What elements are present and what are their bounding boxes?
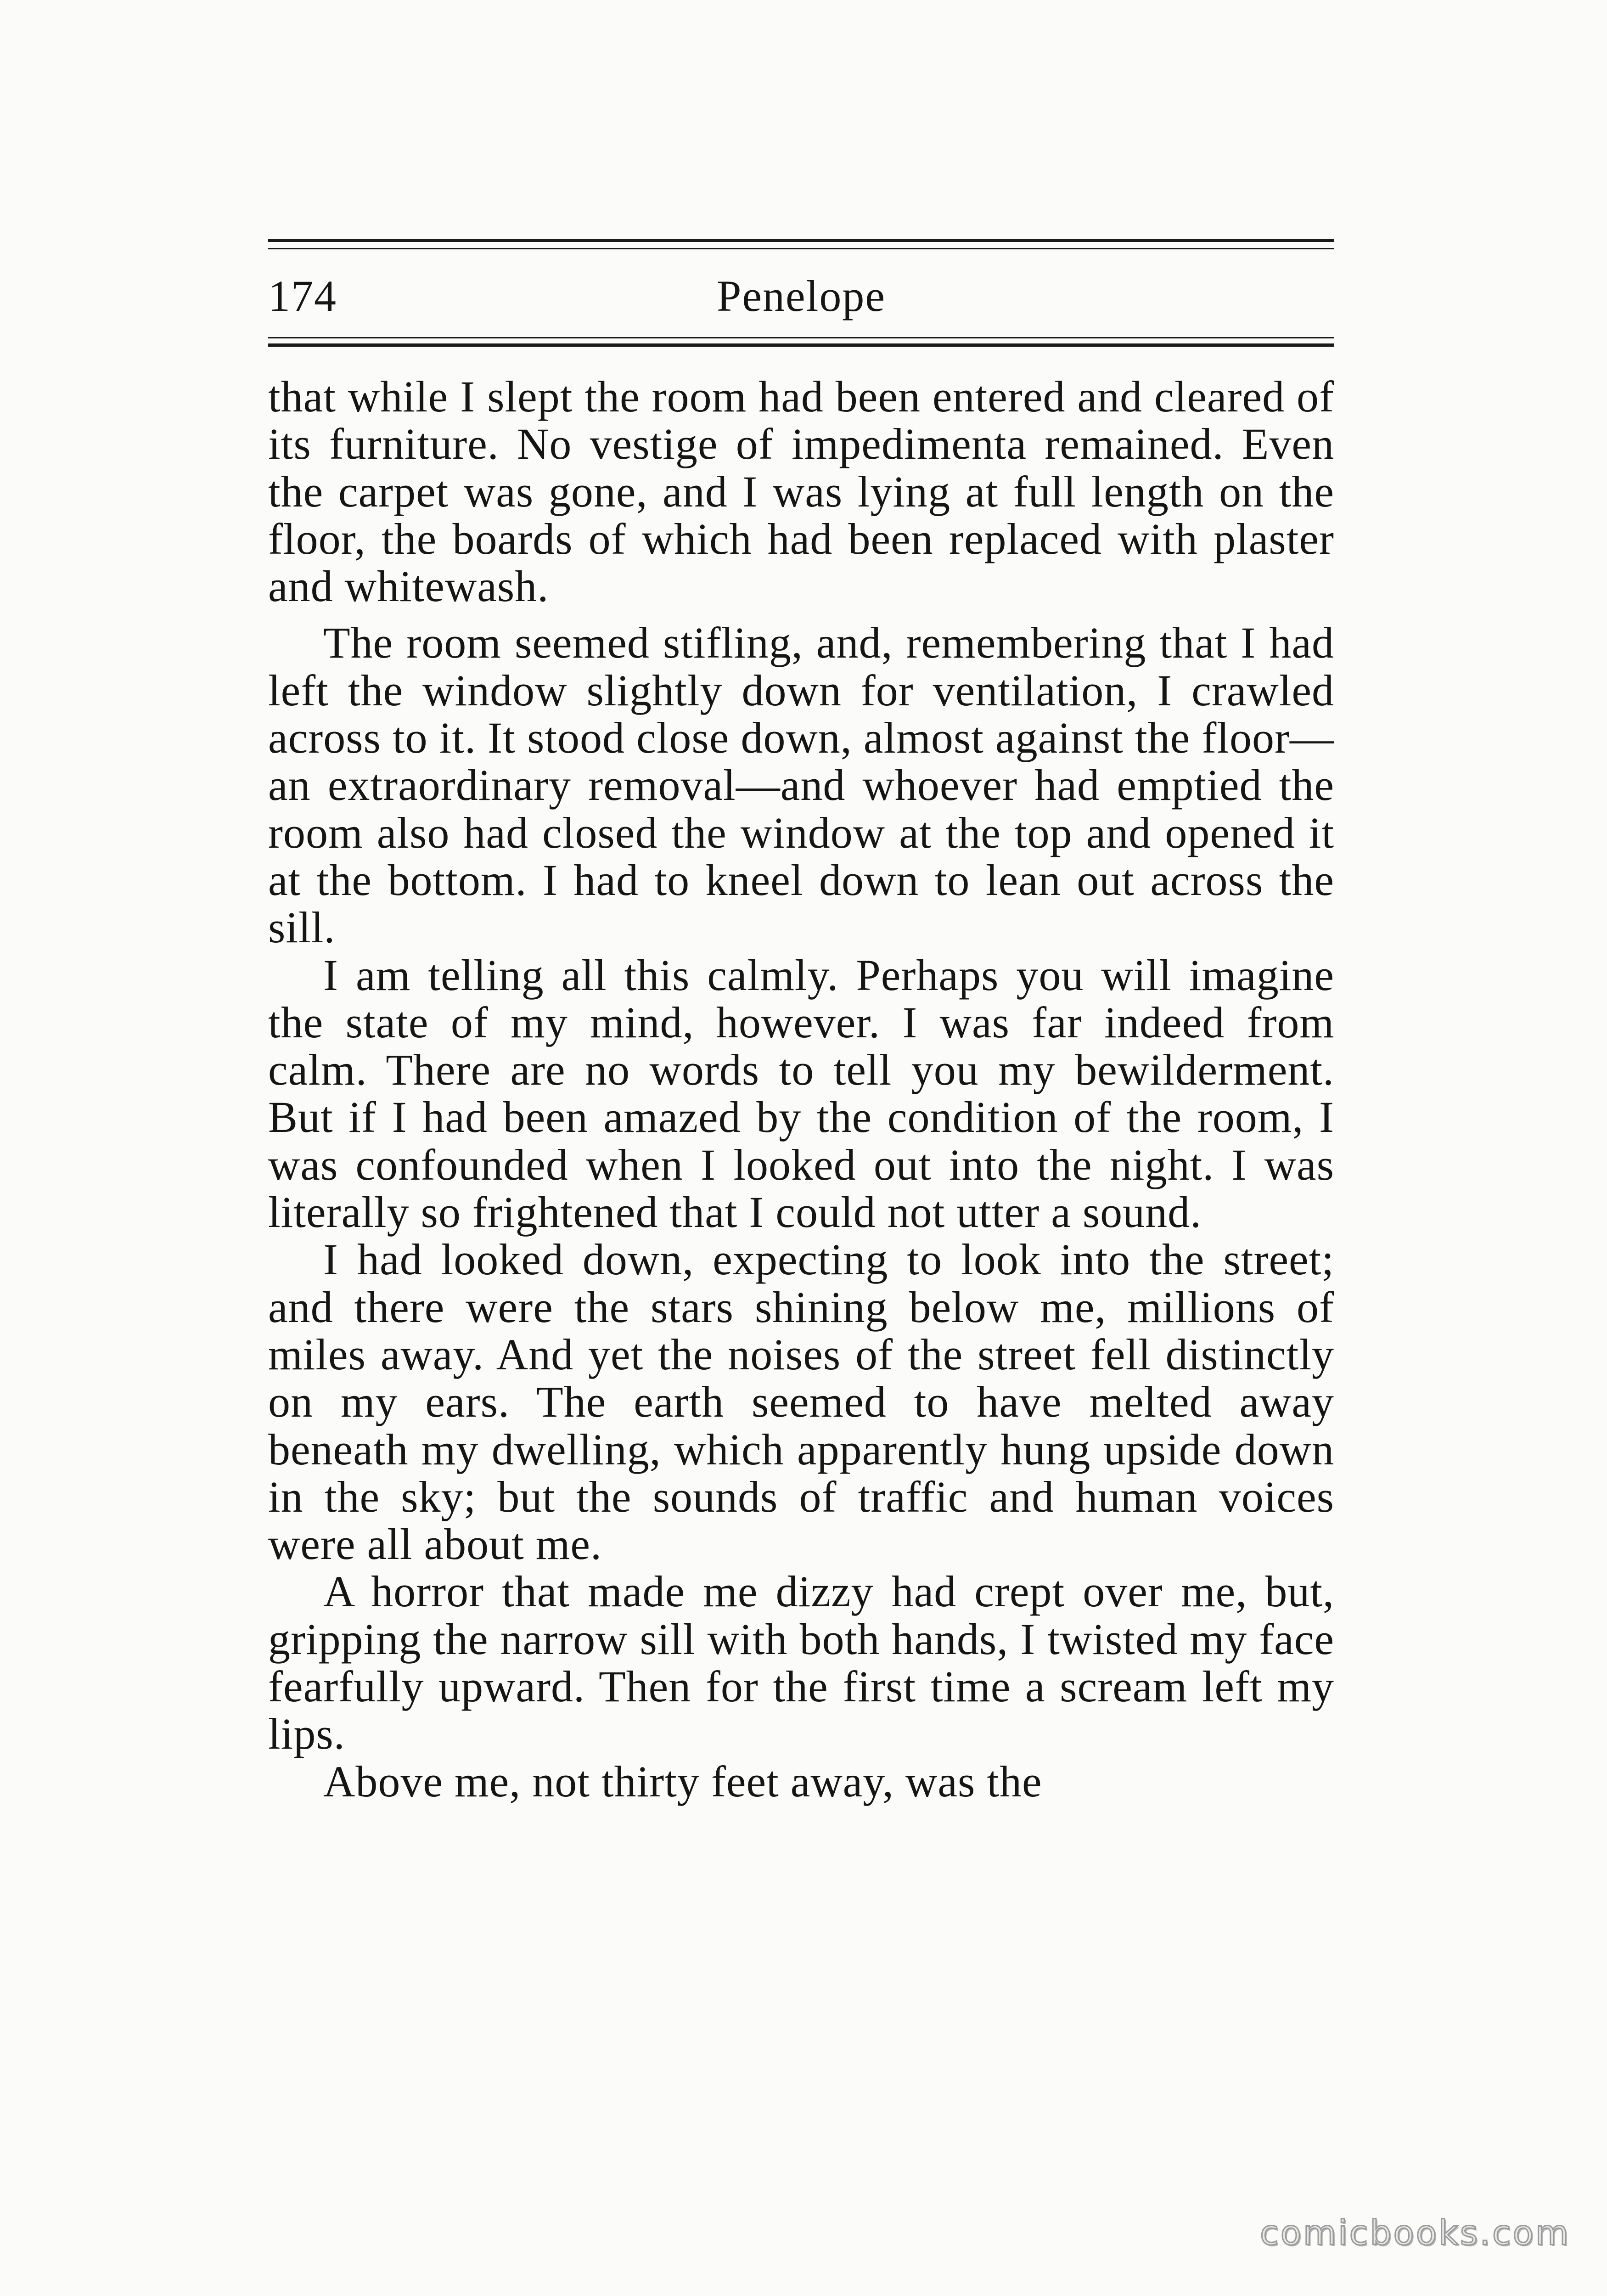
paragraph: I am telling all this calmly. Perhaps you will imagine the state of my mind, however. I was far indeed from calm. There are no words to tell you my bewilderment. But if I had been amazed by the condition of the room, I was confounded when I looked out into the night. I was literally so frightened that I could not utter a sound. <box>268 950 1334 1237</box>
header-rule-bottom-thick <box>268 343 1334 347</box>
paragraph: I had looked down, expecting to look into the street; and there were the stars shining below me, millions of miles away. And yet the noises of the street fell distinctly on my ears. The earth seemed to have melted away beneath my dwelling, which apparently hung upside down in the sky; but the sounds of traffic and human voices were all about me. <box>268 1235 1334 1569</box>
running-title: Penelope <box>717 271 886 321</box>
running-head <box>268 266 1334 326</box>
header-rule-bottom-thin <box>268 337 1334 338</box>
header-rule-top-thin <box>268 248 1334 249</box>
header-rule-top-thick <box>268 239 1334 242</box>
page-number: 174 <box>268 271 337 321</box>
paragraph: A horror that made me dizzy had crept over me, but, gripping the narrow sill with both hands, I twisted my face fearfully upward. Then for the first time a scream left my lips. <box>268 1567 1334 1759</box>
paragraph: that while I slept the room had been entered and cleared of its furniture. No vestige of impedimenta remained. Even the carpet was gone, and I was lying at full length on the floor, the boards of which had been replaced with plaster and whitewash. <box>268 372 1334 611</box>
paragraph: The room seemed stifling, and, remembering that I had left the window slightly down for ventilation, I crawled across to it. It stood close down, almost against the floor—an extraordinary removal—and whoever had emptied the room also had closed the window at the top and opened it at the bottom. I had to kneel down to lean out across the sill. <box>268 618 1334 952</box>
body-text <box>268 373 1334 1805</box>
paragraph: Above me, not thirty feet away, was the <box>323 1756 1042 1806</box>
watermark-logo: comicbooks.com <box>1260 2213 1570 2253</box>
